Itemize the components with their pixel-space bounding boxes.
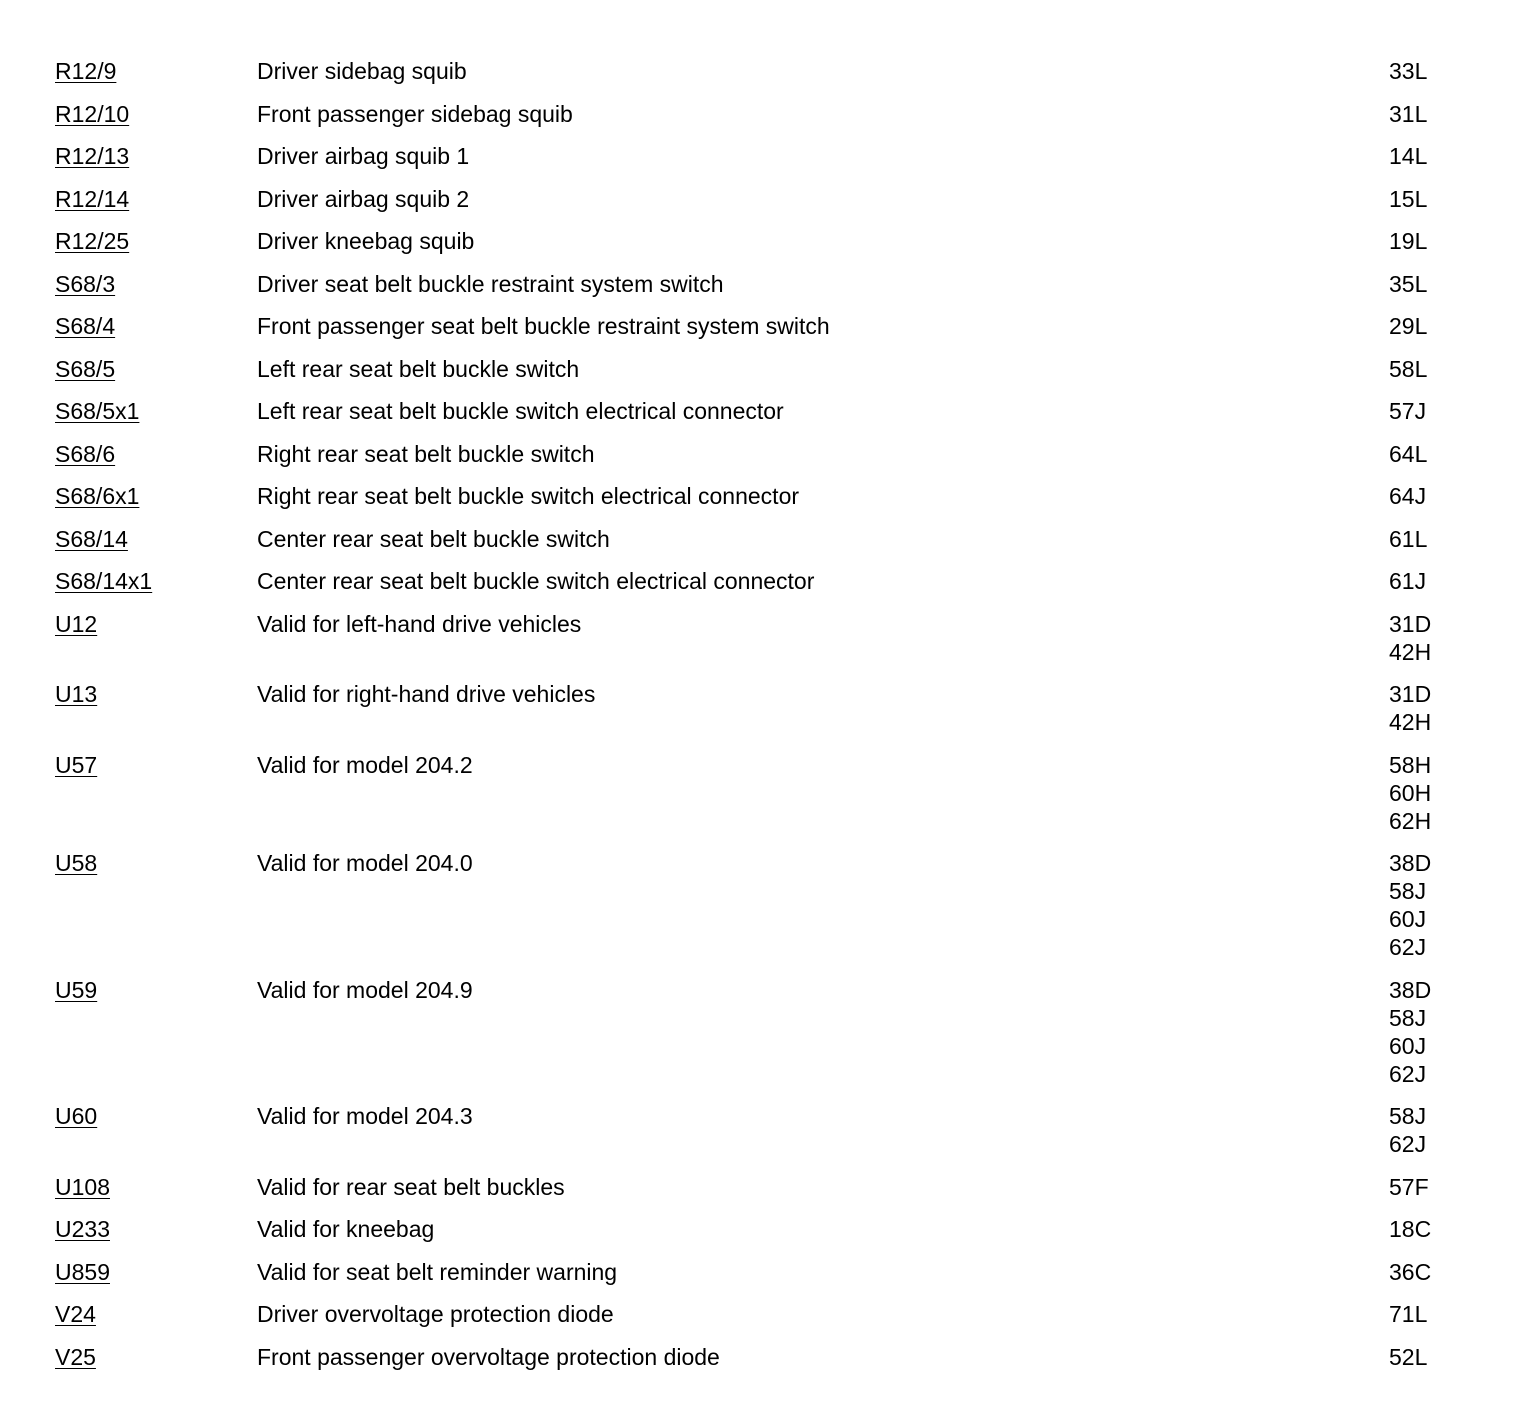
legend-row bbox=[55, 355, 1455, 398]
legend-row bbox=[55, 440, 1455, 483]
component-code-link[interactable]: S68/6 bbox=[55, 440, 116, 467]
component-description: Valid for model 204.9 bbox=[257, 976, 473, 1003]
grid-reference: 71L bbox=[1389, 1301, 1428, 1327]
legend-row bbox=[55, 312, 1455, 355]
grid-reference: 33L bbox=[1389, 58, 1428, 84]
grid-reference: 38D bbox=[1389, 976, 1432, 1003]
grid-reference-list bbox=[1389, 100, 1427, 128]
grid-reference: 62J bbox=[1389, 934, 1427, 960]
legend-row bbox=[55, 227, 1455, 270]
component-code-link[interactable]: S68/5x1 bbox=[55, 398, 140, 424]
grid-reference-list bbox=[1389, 567, 1426, 595]
grid-reference-list bbox=[1389, 227, 1427, 255]
legend-row bbox=[55, 751, 1455, 850]
component-code-link[interactable]: S68/5 bbox=[55, 355, 116, 382]
grid-reference: 38D bbox=[1389, 850, 1432, 876]
component-code-link[interactable]: R12/10 bbox=[55, 100, 130, 127]
grid-reference: 42H bbox=[1389, 709, 1432, 735]
legend-row bbox=[55, 57, 1455, 100]
component-description: Valid for rear seat belt buckles bbox=[257, 1173, 565, 1200]
component-description: Valid for left-hand drive vehicles bbox=[257, 610, 582, 637]
component-code-link[interactable]: V25 bbox=[55, 1343, 96, 1370]
legend-row bbox=[55, 1300, 1455, 1343]
grid-reference: 15L bbox=[1389, 185, 1428, 212]
grid-reference-list bbox=[1389, 1343, 1427, 1371]
grid-reference: 62H bbox=[1389, 807, 1432, 834]
grid-reference-list bbox=[1389, 482, 1426, 510]
legend-row bbox=[55, 1343, 1455, 1386]
grid-reference: 31D bbox=[1389, 681, 1432, 707]
component-description: Driver airbag squib 2 bbox=[257, 185, 470, 212]
component-description: Right rear seat belt buckle switch bbox=[257, 440, 595, 467]
grid-reference: 60H bbox=[1389, 779, 1432, 806]
grid-reference: 58J bbox=[1389, 1103, 1427, 1129]
component-code-link[interactable]: S68/3 bbox=[55, 270, 116, 297]
grid-reference: 19L bbox=[1389, 228, 1428, 254]
grid-reference: 58J bbox=[1389, 878, 1427, 904]
component-code-link[interactable]: U58 bbox=[55, 850, 98, 876]
legend-row bbox=[55, 525, 1455, 568]
component-code-link[interactable]: R12/14 bbox=[55, 185, 130, 212]
grid-reference: 60J bbox=[1389, 906, 1427, 932]
legend-row bbox=[55, 482, 1455, 525]
grid-reference-list bbox=[1389, 610, 1431, 666]
grid-reference: 57F bbox=[1389, 1173, 1429, 1200]
grid-reference-list bbox=[1389, 185, 1427, 213]
legend-row bbox=[55, 100, 1455, 143]
component-code-link[interactable]: U859 bbox=[55, 1258, 110, 1285]
component-description: Valid for right-hand drive vehicles bbox=[257, 681, 596, 707]
component-code-link[interactable]: S68/14 bbox=[55, 525, 128, 552]
legend-row bbox=[55, 185, 1455, 228]
component-description: Front passenger seat belt buckle restraint system switch bbox=[257, 313, 830, 339]
component-description: Front passenger sidebag squib bbox=[257, 100, 573, 127]
grid-reference: 57J bbox=[1389, 398, 1427, 424]
grid-reference: 35L bbox=[1389, 270, 1428, 297]
component-description: Valid for kneebag bbox=[257, 1216, 435, 1242]
legend-row bbox=[55, 680, 1455, 751]
component-description: Center rear seat belt buckle switch electrical connector bbox=[257, 568, 815, 594]
component-description: Driver airbag squib 1 bbox=[257, 143, 470, 169]
component-description: Driver sidebag squib bbox=[257, 58, 467, 84]
component-code-link[interactable]: U12 bbox=[55, 610, 98, 637]
legend-row bbox=[55, 849, 1455, 976]
grid-reference: 60J bbox=[1389, 1032, 1427, 1059]
component-description: Driver overvoltage protection diode bbox=[257, 1301, 614, 1327]
component-code-link[interactable]: R12/13 bbox=[55, 143, 130, 169]
grid-reference: 52L bbox=[1389, 1343, 1428, 1370]
grid-reference-list bbox=[1389, 1173, 1429, 1201]
legend-row bbox=[55, 567, 1455, 610]
grid-reference-list bbox=[1389, 355, 1427, 383]
component-code-link[interactable]: U108 bbox=[55, 1173, 110, 1200]
grid-reference-list bbox=[1389, 1258, 1431, 1286]
component-code-link[interactable]: U60 bbox=[55, 1103, 98, 1129]
legend-row bbox=[55, 397, 1455, 440]
grid-reference: 61L bbox=[1389, 525, 1428, 552]
component-description: Valid for seat belt reminder warning bbox=[257, 1258, 618, 1285]
component-code-link[interactable]: R12/25 bbox=[55, 228, 130, 254]
component-code-link[interactable]: U57 bbox=[55, 751, 98, 778]
grid-reference-list bbox=[1389, 976, 1431, 1088]
grid-reference-list bbox=[1389, 1300, 1427, 1328]
grid-reference: 61J bbox=[1389, 568, 1427, 594]
grid-reference: 64J bbox=[1389, 483, 1427, 509]
grid-reference-list bbox=[1389, 397, 1426, 425]
grid-reference: 62J bbox=[1389, 1060, 1427, 1087]
component-code-link[interactable]: S68/14x1 bbox=[55, 568, 153, 594]
component-description: Driver kneebag squib bbox=[257, 228, 475, 254]
legend-row bbox=[55, 1215, 1455, 1258]
component-code-link[interactable]: V24 bbox=[55, 1301, 96, 1327]
component-description: Left rear seat belt buckle switch bbox=[257, 355, 580, 382]
grid-reference-list bbox=[1389, 751, 1431, 835]
grid-reference: 14L bbox=[1389, 143, 1428, 169]
legend-row bbox=[55, 610, 1455, 681]
grid-reference: 58J bbox=[1389, 1004, 1427, 1031]
legend-row bbox=[55, 1258, 1455, 1301]
component-legend-table bbox=[55, 57, 1455, 1385]
grid-reference-list bbox=[1389, 680, 1431, 736]
grid-reference: 64L bbox=[1389, 440, 1428, 467]
grid-reference: 31L bbox=[1389, 100, 1428, 127]
grid-reference-list bbox=[1389, 270, 1427, 298]
grid-reference-list bbox=[1389, 525, 1427, 553]
component-description: Valid for model 204.2 bbox=[257, 751, 473, 778]
grid-reference: 36C bbox=[1389, 1258, 1432, 1285]
grid-reference: 31D bbox=[1389, 610, 1432, 637]
grid-reference-list bbox=[1389, 142, 1427, 170]
grid-reference: 29L bbox=[1389, 313, 1428, 339]
component-description: Driver seat belt buckle restraint system switch bbox=[257, 270, 724, 297]
grid-reference: 18C bbox=[1389, 1216, 1432, 1242]
component-code-link[interactable]: R12/9 bbox=[55, 58, 117, 84]
component-description: Left rear seat belt buckle switch electrical connector bbox=[257, 398, 784, 424]
component-description: Valid for model 204.0 bbox=[257, 850, 473, 876]
legend-row bbox=[55, 142, 1455, 185]
component-code-link[interactable]: U13 bbox=[55, 681, 98, 707]
grid-reference-list bbox=[1389, 57, 1427, 85]
grid-reference: 62J bbox=[1389, 1131, 1427, 1157]
component-code-link[interactable]: S68/6x1 bbox=[55, 483, 140, 509]
component-code-link[interactable]: U59 bbox=[55, 976, 98, 1003]
component-description: Center rear seat belt buckle switch bbox=[257, 525, 610, 552]
component-code-link[interactable]: S68/4 bbox=[55, 313, 116, 339]
legend-row bbox=[55, 270, 1455, 313]
component-description: Right rear seat belt buckle switch electrical connector bbox=[257, 483, 800, 509]
grid-reference: 58H bbox=[1389, 751, 1432, 778]
grid-reference-list bbox=[1389, 849, 1431, 961]
grid-reference-list bbox=[1389, 1102, 1426, 1158]
legend-row bbox=[55, 1102, 1455, 1173]
grid-reference: 58L bbox=[1389, 355, 1428, 382]
component-description: Front passenger overvoltage protection diode bbox=[257, 1343, 720, 1370]
component-code-link[interactable]: U233 bbox=[55, 1216, 110, 1242]
legend-row bbox=[55, 976, 1455, 1103]
grid-reference: 42H bbox=[1389, 638, 1432, 665]
legend-row bbox=[55, 1173, 1455, 1216]
grid-reference-list bbox=[1389, 440, 1427, 468]
grid-reference-list bbox=[1389, 312, 1427, 340]
grid-reference-list bbox=[1389, 1215, 1431, 1243]
component-description: Valid for model 204.3 bbox=[257, 1103, 473, 1129]
